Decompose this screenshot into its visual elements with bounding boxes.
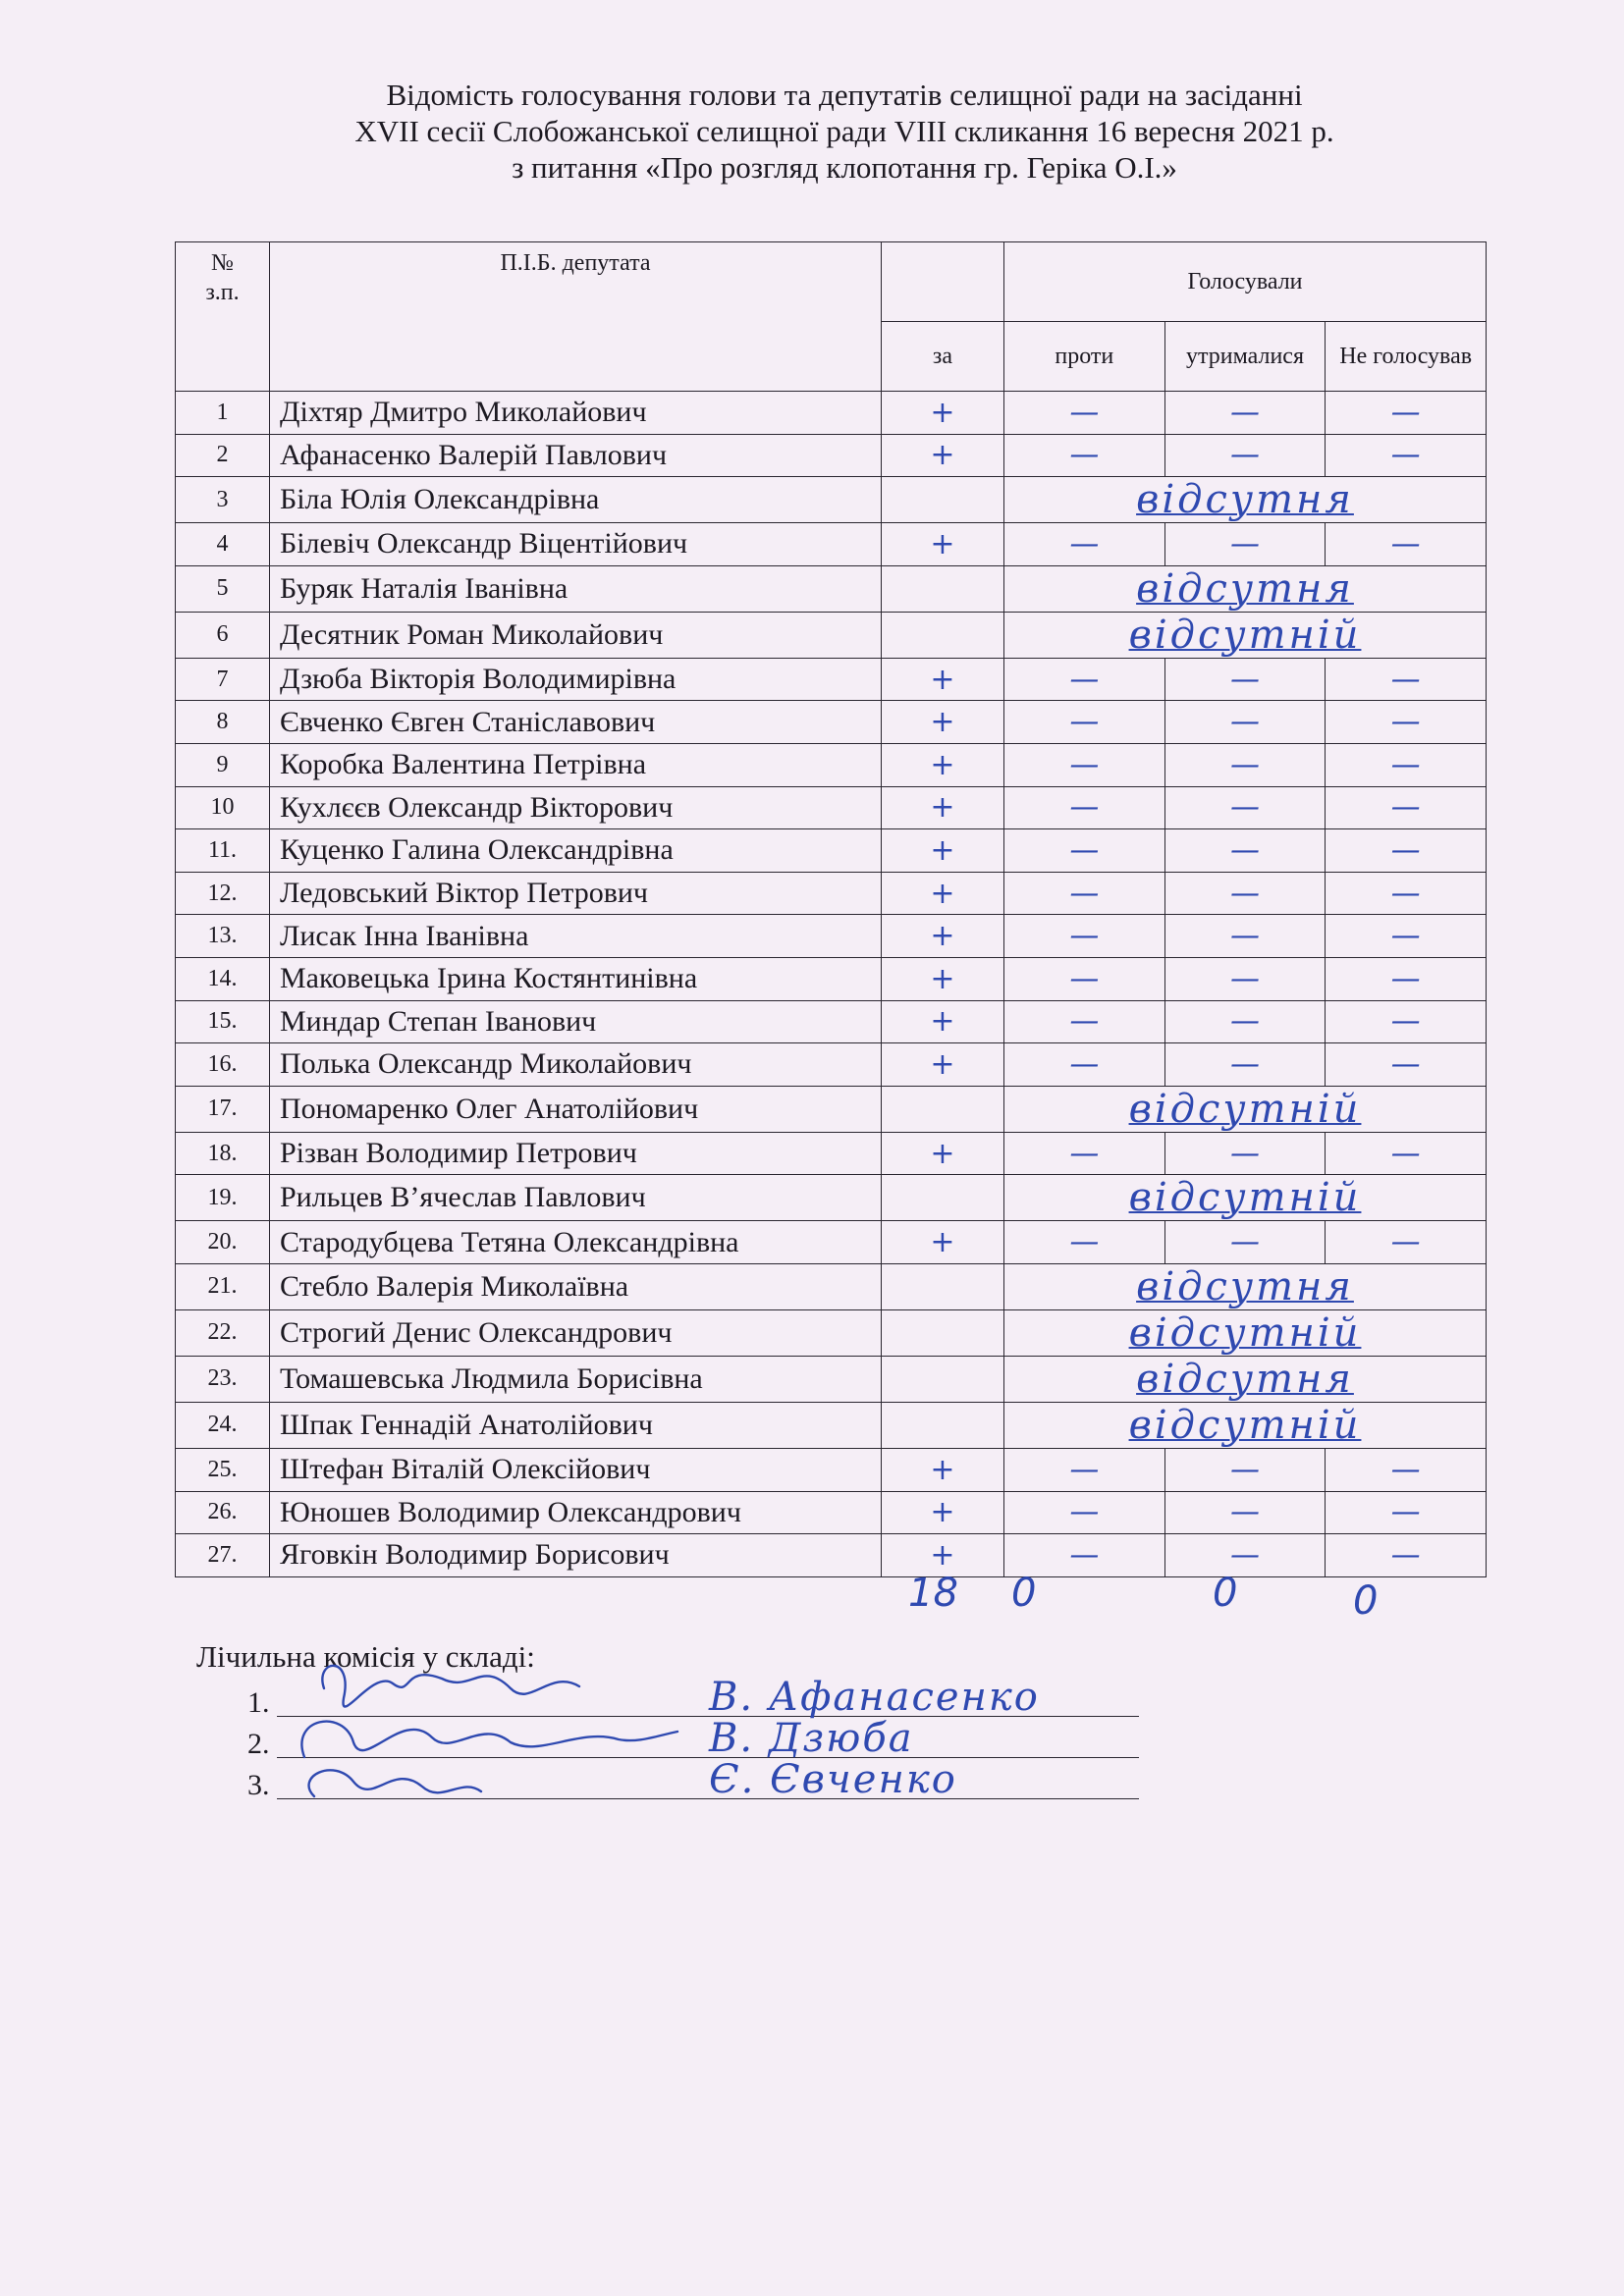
vote-abstained: —: [1164, 1448, 1326, 1491]
table-row: [176, 1263, 1487, 1309]
member-signed-name: В. Афанасенко: [709, 1675, 1040, 1720]
deputy-name: Юношев Володимир Олександрович: [270, 1491, 882, 1534]
vote-for: [882, 1309, 1004, 1356]
vote-against: —: [1004, 434, 1165, 477]
deputy-name: Діхтяр Дмитро Миколайович: [270, 392, 882, 435]
row-number: 25.: [176, 1448, 270, 1491]
commission-label: Лічильна комісія у складі:: [196, 1639, 535, 1674]
vote-abstained: —: [1164, 701, 1326, 744]
vote-against: —: [1004, 392, 1165, 435]
vote-against: —: [1004, 915, 1165, 958]
vote-for: [882, 1086, 1004, 1132]
deputy-name: Строгий Денис Олександрович: [270, 1309, 882, 1356]
title-line-3: з питання «Про розгляд клопотання гр. Геріка О.І.»: [512, 150, 1177, 185]
vote-for: +: [882, 1448, 1004, 1491]
document-title: [157, 77, 1532, 186]
vote-for: +: [882, 957, 1004, 1000]
row-number: 21.: [176, 1263, 270, 1309]
vote-not-voted: —: [1326, 701, 1487, 744]
row-number: 14.: [176, 957, 270, 1000]
table-row: [176, 477, 1487, 523]
table-row: [176, 1221, 1487, 1264]
vote-abstained: —: [1164, 523, 1326, 566]
table-row: [176, 872, 1487, 915]
total-for: 18: [908, 1571, 958, 1616]
vote-for: +: [882, 1043, 1004, 1087]
table-row: [176, 1448, 1487, 1491]
table-row: [176, 392, 1487, 435]
table-row: [176, 1086, 1487, 1132]
vote-not-voted: —: [1326, 957, 1487, 1000]
vote-not-voted: —: [1326, 1221, 1487, 1264]
deputy-name: Євченко Євген Станіславович: [270, 701, 882, 744]
table-row: [176, 658, 1487, 701]
row-number: 7: [176, 658, 270, 701]
table-row: [176, 786, 1487, 829]
vote-not-voted: —: [1326, 523, 1487, 566]
table-row: [176, 743, 1487, 786]
vote-abstained: —: [1164, 392, 1326, 435]
member-number: 3.: [247, 1769, 270, 1801]
member-number: 1.: [247, 1686, 270, 1719]
row-number: 27.: [176, 1534, 270, 1577]
vote-not-voted: —: [1326, 1000, 1487, 1043]
deputy-name: Стебло Валерія Миколаївна: [270, 1263, 882, 1309]
deputy-name: Яговкін Володимир Борисович: [270, 1534, 882, 1577]
vote-for: +: [882, 1534, 1004, 1577]
table-row: [176, 523, 1487, 566]
row-number: 24.: [176, 1402, 270, 1448]
deputy-name: Різван Володимир Петрович: [270, 1132, 882, 1175]
row-number: 1: [176, 392, 270, 435]
vote-against: —: [1004, 957, 1165, 1000]
deputy-name: Білевіч Олександр Віцентійович: [270, 523, 882, 566]
vote-against: —: [1004, 1000, 1165, 1043]
deputy-name: Афанасенко Валерій Павлович: [270, 434, 882, 477]
vote-not-voted: —: [1326, 1448, 1487, 1491]
vote-for: [882, 1356, 1004, 1402]
deputy-name: Лисак Інна Іванівна: [270, 915, 882, 958]
row-number: 3: [176, 477, 270, 523]
absent-mark: відсутній: [1004, 1402, 1487, 1448]
table-row: [176, 701, 1487, 744]
vote-for: +: [882, 1000, 1004, 1043]
row-number: 22.: [176, 1309, 270, 1356]
row-number: 4: [176, 523, 270, 566]
vote-for: +: [882, 1491, 1004, 1534]
vote-against: —: [1004, 1534, 1165, 1577]
vote-not-voted: —: [1326, 743, 1487, 786]
vote-against: —: [1004, 658, 1165, 701]
vote-abstained: —: [1164, 872, 1326, 915]
vote-against: —: [1004, 1448, 1165, 1491]
table-row: [176, 1043, 1487, 1087]
total-not-voted: 0: [1353, 1578, 1379, 1624]
signature-3: [309, 1770, 481, 1796]
table-row: [176, 1402, 1487, 1448]
row-number: 15.: [176, 1000, 270, 1043]
title-line-2: XVII сесії Слобожанської селищної ради VIII скликання 16 вересня 2021 р.: [354, 114, 1334, 148]
row-number: 26.: [176, 1491, 270, 1534]
row-number: 9: [176, 743, 270, 786]
vote-not-voted: —: [1326, 1132, 1487, 1175]
vote-for: +: [882, 915, 1004, 958]
header-for: за: [882, 322, 1004, 392]
deputy-name: Біла Юлія Олександрівна: [270, 477, 882, 523]
vote-against: —: [1004, 786, 1165, 829]
vote-for: [882, 1263, 1004, 1309]
vote-abstained: —: [1164, 1043, 1326, 1087]
absent-mark: відсутній: [1004, 1175, 1487, 1221]
table-row: [176, 915, 1487, 958]
total-against: 0: [1011, 1571, 1037, 1616]
deputy-name: Дзюба Вікторія Володимирівна: [270, 658, 882, 701]
table-row: [176, 1491, 1487, 1534]
vote-for: +: [882, 743, 1004, 786]
vote-against: —: [1004, 829, 1165, 873]
vote-for: +: [882, 872, 1004, 915]
vote-abstained: —: [1164, 1491, 1326, 1534]
table-row: [176, 829, 1487, 873]
deputy-name: Томашевська Людмила Борисівна: [270, 1356, 882, 1402]
header-against: проти: [1004, 322, 1165, 392]
vote-abstained: —: [1164, 829, 1326, 873]
deputy-name: Шпак Геннадій Анатолійович: [270, 1402, 882, 1448]
vote-abstained: —: [1164, 786, 1326, 829]
signature-2: [301, 1722, 677, 1757]
deputy-name: Маковецька Ірина Костянтинівна: [270, 957, 882, 1000]
table-row: [176, 1356, 1487, 1402]
table-row: [176, 1534, 1487, 1577]
header-number: № з.п.: [176, 242, 270, 392]
table-row: [176, 957, 1487, 1000]
deputy-name: Стародубцева Тетяна Олександрівна: [270, 1221, 882, 1264]
vote-abstained: —: [1164, 915, 1326, 958]
vote-against: —: [1004, 701, 1165, 744]
row-number: 6: [176, 612, 270, 658]
vote-abstained: —: [1164, 1000, 1326, 1043]
vote-against: —: [1004, 523, 1165, 566]
absent-mark: відсутня: [1004, 565, 1487, 612]
vote-abstained: —: [1164, 658, 1326, 701]
row-number: 16.: [176, 1043, 270, 1087]
commission-member: [247, 1716, 914, 1761]
vote-not-voted: —: [1326, 658, 1487, 701]
deputy-name: Миндар Степан Іванович: [270, 1000, 882, 1043]
table-row: [176, 434, 1487, 477]
vote-against: —: [1004, 1043, 1165, 1087]
header-name: П.І.Б. депутата: [270, 242, 882, 392]
vote-against: —: [1004, 1491, 1165, 1534]
absent-mark: відсутній: [1004, 1309, 1487, 1356]
deputy-name: Пономаренко Олег Анатолійович: [270, 1086, 882, 1132]
vote-abstained: —: [1164, 1221, 1326, 1264]
vote-abstained: —: [1164, 1534, 1326, 1577]
voting-table: [175, 241, 1487, 1577]
vote-not-voted: —: [1326, 434, 1487, 477]
member-signed-name: Є. Євченко: [709, 1757, 957, 1802]
vote-for: [882, 1402, 1004, 1448]
signature-1: [322, 1666, 579, 1707]
table-row: [176, 612, 1487, 658]
vote-for: +: [882, 701, 1004, 744]
vote-for: +: [882, 829, 1004, 873]
row-number: 18.: [176, 1132, 270, 1175]
vote-for: [882, 565, 1004, 612]
vote-for: [882, 477, 1004, 523]
header-not-voted: Не голосував: [1326, 322, 1487, 392]
deputy-name: Кухлєєв Олександр Вікторович: [270, 786, 882, 829]
deputy-name: Полька Олександр Миколайович: [270, 1043, 882, 1087]
vote-abstained: —: [1164, 957, 1326, 1000]
table-row: [176, 565, 1487, 612]
row-number: 8: [176, 701, 270, 744]
deputy-name: Десятник Роман Миколайович: [270, 612, 882, 658]
row-number: 19.: [176, 1175, 270, 1221]
header-voted: Голосували: [1004, 242, 1487, 322]
header-abstained: утрималися: [1164, 322, 1326, 392]
vote-against: —: [1004, 1221, 1165, 1264]
deputy-name: Ледовський Віктор Петрович: [270, 872, 882, 915]
vote-not-voted: —: [1326, 786, 1487, 829]
vote-for: [882, 1175, 1004, 1221]
row-number: 17.: [176, 1086, 270, 1132]
table-row: [176, 1309, 1487, 1356]
row-number: 23.: [176, 1356, 270, 1402]
vote-for: +: [882, 1221, 1004, 1264]
absent-mark: відсутній: [1004, 1086, 1487, 1132]
vote-against: —: [1004, 1132, 1165, 1175]
deputy-name: Рильцев В’ячеслав Павлович: [270, 1175, 882, 1221]
vote-not-voted: —: [1326, 872, 1487, 915]
vote-not-voted: —: [1326, 1043, 1487, 1087]
vote-for: [882, 612, 1004, 658]
vote-for: +: [882, 523, 1004, 566]
header-blank: [882, 242, 1004, 322]
vote-against: —: [1004, 743, 1165, 786]
vote-for: +: [882, 392, 1004, 435]
commission-member: [247, 1757, 957, 1802]
absent-mark: відсутній: [1004, 612, 1487, 658]
member-signed-name: В. Дзюба: [709, 1716, 914, 1761]
row-number: 11.: [176, 829, 270, 873]
row-number: 10: [176, 786, 270, 829]
vote-against: —: [1004, 872, 1165, 915]
deputy-name: Буряк Наталія Іванівна: [270, 565, 882, 612]
vote-abstained: —: [1164, 1132, 1326, 1175]
table-row: [176, 1000, 1487, 1043]
vote-abstained: —: [1164, 743, 1326, 786]
member-number: 2.: [247, 1728, 270, 1760]
vote-for: +: [882, 658, 1004, 701]
vote-not-voted: —: [1326, 829, 1487, 873]
absent-mark: відсутня: [1004, 1263, 1487, 1309]
deputy-name: Коробка Валентина Петрівна: [270, 743, 882, 786]
vote-for: +: [882, 434, 1004, 477]
total-abstained: 0: [1213, 1571, 1238, 1616]
vote-not-voted: —: [1326, 1491, 1487, 1534]
row-number: 13.: [176, 915, 270, 958]
vote-for: +: [882, 1132, 1004, 1175]
vote-not-voted: —: [1326, 915, 1487, 958]
title-line-1: Відомість голосування голови та депутатів селищної ради на засіданні: [386, 78, 1303, 112]
table-row: [176, 1175, 1487, 1221]
row-number: 2: [176, 434, 270, 477]
handwritten-signatures: [285, 1649, 697, 1816]
deputy-name: Куценко Галина Олександрівна: [270, 829, 882, 873]
vote-not-voted: —: [1326, 1534, 1487, 1577]
deputy-name: Штефан Віталій Олексійович: [270, 1448, 882, 1491]
row-number: 12.: [176, 872, 270, 915]
row-number: 20.: [176, 1221, 270, 1264]
absent-mark: відсутня: [1004, 477, 1487, 523]
absent-mark: відсутня: [1004, 1356, 1487, 1402]
voting-table-body: [176, 392, 1487, 1577]
row-number: 5: [176, 565, 270, 612]
vote-abstained: —: [1164, 434, 1326, 477]
vote-not-voted: —: [1326, 392, 1487, 435]
vote-for: +: [882, 786, 1004, 829]
table-row: [176, 1132, 1487, 1175]
commission-member: [247, 1675, 1040, 1720]
